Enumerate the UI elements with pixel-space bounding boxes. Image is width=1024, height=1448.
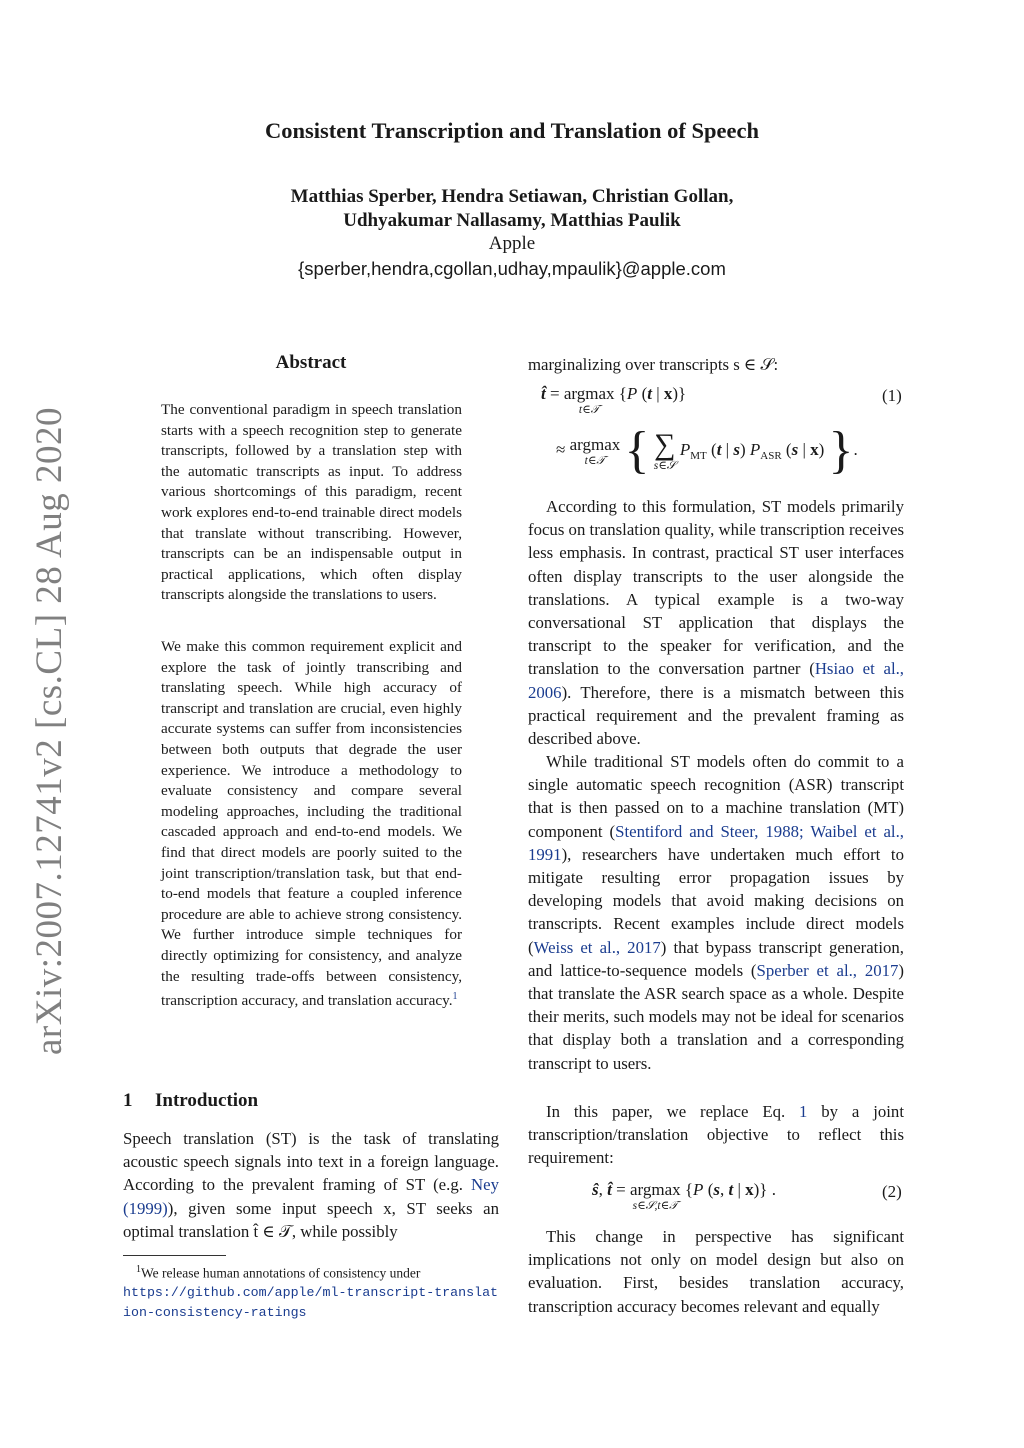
intro-p3-text-c: ) that bypass transcript generation, and lattice-to-sequence models ( xyxy=(528,937,904,980)
author-list xyxy=(0,185,1024,233)
intro-paragraph-3 xyxy=(528,750,904,1075)
authors-line-2: Udhyakumar Nallasamy, Matthias Paulik xyxy=(343,210,681,231)
section-heading-introduction xyxy=(123,1090,258,1112)
citation-stentiford-waibel[interactable]: Stentiford and Steer, 1988; Waibel et al., 1991 xyxy=(528,821,904,864)
footnote-mark: 1 xyxy=(136,1264,141,1275)
paper-title: Consistent Transcription and Translation of Speech xyxy=(264,118,760,143)
intro-p2-text-a: According to this formulation, ST models primarily focus on translation quality, while transcription receives less emphasis. In contrast, practical ST user interfaces often display transcripts to the user alongside the translations. A typical example is a two-way conversational ST application that displays the transcript to the speaker for verification, and the translation to the conversation partner ( xyxy=(528,497,904,679)
intro-paragraph-5: This change in perspective has significant implications not only on model design but also on evaluation. First, besides translation accuracy, transcription accuracy becomes relevant and equally xyxy=(528,1227,904,1316)
equation-2: ŝ, t̂ = argmax s∈𝒮,t∈𝒯 {P (s, t | x)} . xyxy=(592,1180,776,1212)
abstract-heading: Abstract xyxy=(275,352,347,373)
abstract-paragraph-1: The conventional paradigm in speech translation starts with a speech recognition step to generate transcripts, followed by a translation step with the automatic transcripts as input. To address various shortcomings of this paradigm, recent work explores end-to-end trainable direct models that translate without transcribing. However, transcripts can be an indispensable output in practical applications, which often display transcripts alongside the translations to users. xyxy=(161,401,462,604)
intro-p2-text-b: ). Therefore, there is a mismatch between this practical requirement and the prevalent framing as described above. xyxy=(528,682,904,749)
intro-p4-text-b: by a joint transcription/translation objective to reflect this requirement: xyxy=(528,1102,904,1168)
intro-paragraph-1 xyxy=(123,1127,499,1243)
section-number: 1 xyxy=(123,1090,133,1111)
intro-p1-text-a: Speech translation (ST) is the task of translating acoustic speech signals into text in a foreign language. According to the prevalent framing of ST (e.g. xyxy=(123,1129,499,1195)
citation-ney-1999[interactable]: Ney (1999) xyxy=(123,1175,499,1218)
citation-sperber-2017[interactable]: Sperber et al., 2017 xyxy=(756,960,899,980)
footnote-1 xyxy=(123,1261,501,1322)
footnote-text: We release human annotations of consistency under xyxy=(141,1265,421,1281)
footnote-ref[interactable]: 1 xyxy=(452,991,458,1003)
affiliation: Apple xyxy=(488,233,536,254)
intro-p4-text-a: In this paper, we replace Eq. xyxy=(546,1102,800,1121)
equation-1-line-1: t̂ = argmax t∈𝒯 {P (t | x)} xyxy=(541,384,687,416)
intro-paragraph-2 xyxy=(528,495,904,750)
equation-1-line-2: ≈ argmax t∈𝒯 { ∑ s∈𝒮 $P_{MT}$ (t | s) $P_{ASR}$ (s | x) }. xyxy=(556,422,858,479)
footnote-rule xyxy=(123,1255,226,1256)
equation-1-number: (1) xyxy=(882,386,902,405)
intro-p1-text-b: ), given some input speech x, ST seeks an optimal translation t̂ ∈ 𝒯, while possibly xyxy=(123,1198,499,1241)
abstract-paragraph-2-text: We make this common requirement explicit and explore the task of jointly transcribing and translating speech. While high accuracy of transcript and translation are crucial, even highly accurate systems can suffer from inconsistencies between both outputs that degrade the user experience. We introduce a methodology to evaluate consistency and compare several modeling approaches, including the traditional cascaded approach and end-to-end models. We find that direct models are poorly suited to the joint transcription/translation task, but that end-to-end models that feature a coupled inference procedure are able to achieve strong consistency. We further introduce simple techniques for directly optimizing for consistency, and analyze the resulting trade-offs between consistency, transcription accuracy, and translation accuracy. xyxy=(161,638,462,1010)
author-emails: {sperber,hendra,cgollan,udhay,mpaulik}@apple.com xyxy=(298,258,726,279)
intro-paragraph-4 xyxy=(528,1100,904,1170)
citation-hsiao-2006[interactable]: Hsiao et al., 2006 xyxy=(528,659,905,702)
intro-p3-text-b: ), researchers have undertaken much effort to mitigate resulting error propagation issues by developing models that avoid making decisions on transcripts. Recent examples include direct models ( xyxy=(528,844,904,957)
intro-p3-text-a: While traditional ST models often do commit to a single automatic speech recognition (ASR) transcript that is then passed on to a machine translation (MT) component ( xyxy=(528,752,904,841)
citation-weiss-2017[interactable]: Weiss et al., 2017 xyxy=(533,937,661,957)
authors-line-1: Matthias Sperber, Hendra Setiawan, Christian Gollan, xyxy=(290,186,734,207)
intro-p3-text-d: ) that translate the ASR search space as a whole. Despite their merits, such models may not be ideal for scenarios that display both a translation and a corresponding transcript to users. xyxy=(528,960,904,1073)
section-title: Introduction xyxy=(155,1090,259,1111)
abstract-paragraph-2 xyxy=(161,637,462,1012)
equation-reference-1[interactable]: 1 xyxy=(799,1102,808,1121)
footnote-url-link[interactable]: https://github.com/apple/ml-transcript-translation-consistency-ratings xyxy=(123,1285,499,1320)
arxiv-stamp: arXiv:2007.12741v2 [cs.CL] 28 Aug 2020 xyxy=(29,407,70,1055)
equation-2-number: (2) xyxy=(882,1182,902,1201)
right-intro-line: marginalizing over transcripts s ∈ 𝒮: xyxy=(528,355,779,374)
